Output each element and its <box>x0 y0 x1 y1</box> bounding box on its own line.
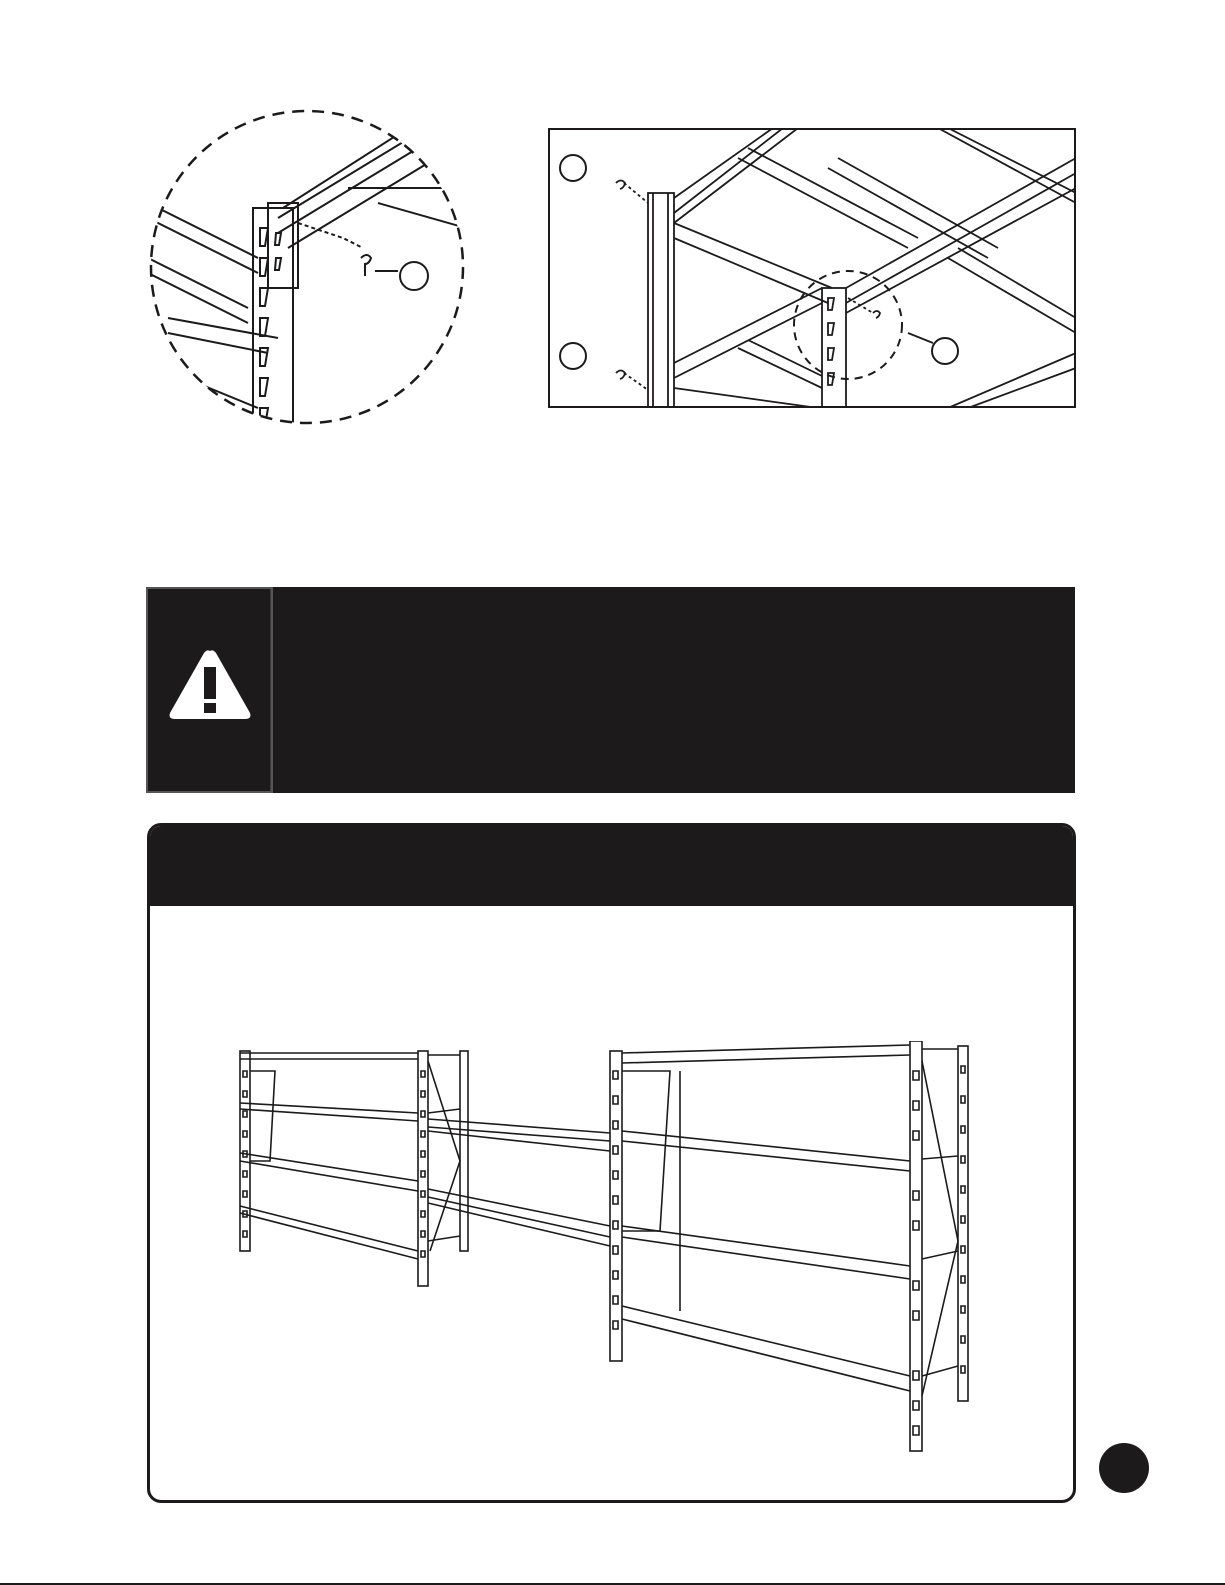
page-number-badge <box>1099 1443 1149 1493</box>
detail-frame-illustration <box>548 128 1076 408</box>
warning-icon-cell <box>146 587 273 793</box>
callout-circle <box>560 343 586 369</box>
warning-box <box>146 587 1075 793</box>
connected-shelving-units-icon <box>220 1041 980 1461</box>
callout-circle <box>400 262 428 290</box>
callout-circle <box>932 338 958 364</box>
callout-circle <box>560 155 586 181</box>
panel-header-bar <box>150 826 1073 906</box>
warning-triangle-icon <box>167 647 253 723</box>
detail-zoom-illustration <box>148 108 466 426</box>
assembly-panel <box>147 823 1076 1503</box>
